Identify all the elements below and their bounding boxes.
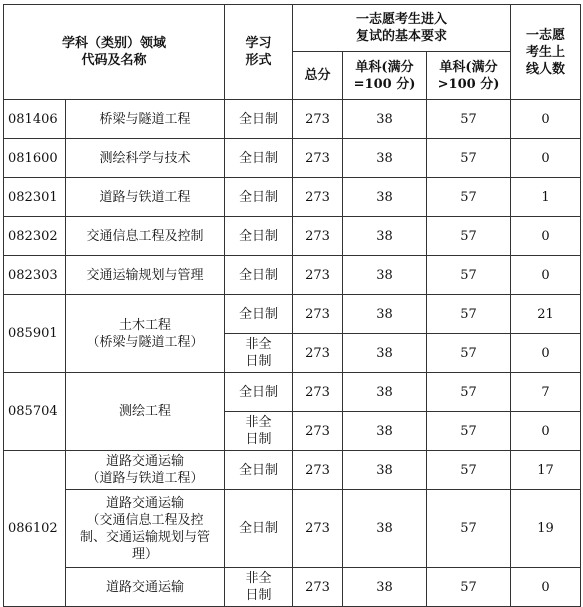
code-cell: 085901: [4, 295, 66, 373]
header-requirements: [293, 5, 511, 52]
header-discipline: [4, 5, 225, 100]
mode-cell: 非全 日制: [225, 412, 293, 451]
header-study-mode-text: 学习 形式: [245, 36, 272, 68]
single-gt100-cell: 57: [427, 373, 511, 412]
header-total: [293, 52, 343, 100]
single100-cell: 38: [343, 451, 427, 490]
name-cell: 桥梁与隧道工程: [66, 100, 225, 139]
total-cell: 273: [293, 334, 343, 373]
code-cell: 082303: [4, 256, 66, 295]
single100-cell: 38: [343, 256, 427, 295]
mode-cell: 全日制: [225, 100, 293, 139]
name-cell: 测绘科学与技术: [66, 139, 225, 178]
single-gt100-cell: 57: [427, 256, 511, 295]
count-cell: 17: [511, 451, 581, 490]
count-cell: 0: [511, 568, 581, 607]
mode-cell: 全日制: [225, 373, 293, 412]
name-cell: 道路交通运输 （道路与铁道工程）: [66, 451, 225, 490]
single100-cell: 38: [343, 295, 427, 334]
table-row: [4, 139, 581, 178]
mode-cell: 非全 日制: [225, 334, 293, 373]
header-single-gt100-text: 单科(满分 >100 分): [437, 59, 500, 92]
total-cell: 273: [293, 256, 343, 295]
header-count: [511, 5, 581, 100]
single-gt100-cell: 57: [427, 178, 511, 217]
single100-cell: 38: [343, 100, 427, 139]
mode-cell: 全日制: [225, 490, 293, 568]
count-cell: 0: [511, 217, 581, 256]
single100-cell: 38: [343, 373, 427, 412]
header-single-gt100: [427, 52, 511, 100]
table-row: [4, 490, 581, 568]
single100-cell: 38: [343, 568, 427, 607]
single100-cell: 38: [343, 412, 427, 451]
single100-cell: 38: [343, 217, 427, 256]
code-cell: 082301: [4, 178, 66, 217]
mode-cell: 全日制: [225, 217, 293, 256]
total-cell: 273: [293, 412, 343, 451]
header-count-text: 一志愿 考生上 线人数: [525, 27, 565, 77]
requirements-table: [3, 4, 581, 607]
single-gt100-cell: 57: [427, 451, 511, 490]
total-cell: 273: [293, 139, 343, 178]
header-study-mode: [225, 5, 293, 100]
count-cell: 0: [511, 334, 581, 373]
single100-cell: 38: [343, 178, 427, 217]
count-cell: 19: [511, 490, 581, 568]
single-gt100-cell: 57: [427, 568, 511, 607]
single-gt100-cell: 57: [427, 490, 511, 568]
header-requirements-text: 一志愿考生进入 复试的基本要求: [355, 12, 447, 44]
count-cell: 0: [511, 256, 581, 295]
header-discipline-text: 学科（类别）领域 代码及名称: [61, 36, 166, 68]
table-row: [4, 451, 581, 490]
table-row: [4, 217, 581, 256]
code-cell: 086102: [4, 451, 66, 607]
total-cell: 273: [293, 568, 343, 607]
code-cell: 081600: [4, 139, 66, 178]
name-cell: 道路交通运输 （交通信息工程及控 制、交通运输规划与管 理）: [66, 490, 225, 568]
name-cell: 测绘工程: [66, 373, 225, 451]
code-cell: 082302: [4, 217, 66, 256]
header-single-100: [343, 52, 427, 100]
name-cell: 道路与铁道工程: [66, 178, 225, 217]
single-gt100-cell: 57: [427, 412, 511, 451]
header-total-text: 总分: [304, 68, 331, 83]
total-cell: 273: [293, 178, 343, 217]
single-gt100-cell: 57: [427, 295, 511, 334]
single-gt100-cell: 57: [427, 334, 511, 373]
single100-cell: 38: [343, 139, 427, 178]
count-cell: 1: [511, 178, 581, 217]
count-cell: 21: [511, 295, 581, 334]
mode-cell: 全日制: [225, 451, 293, 490]
table-row: [4, 256, 581, 295]
total-cell: 273: [293, 451, 343, 490]
count-cell: 0: [511, 139, 581, 178]
mode-cell: 全日制: [225, 178, 293, 217]
count-cell: 0: [511, 412, 581, 451]
single-gt100-cell: 57: [427, 217, 511, 256]
code-cell: 085704: [4, 373, 66, 451]
table-row: [4, 178, 581, 217]
mode-cell: 非全 日制: [225, 568, 293, 607]
name-cell: 交通信息工程及控制: [66, 217, 225, 256]
table-row: [4, 295, 581, 334]
header-single-100-text: 单科(满分 =100 分): [353, 59, 416, 92]
mode-cell: 全日制: [225, 295, 293, 334]
single-gt100-cell: 57: [427, 100, 511, 139]
total-cell: 273: [293, 295, 343, 334]
total-cell: 273: [293, 100, 343, 139]
count-cell: 0: [511, 100, 581, 139]
single100-cell: 38: [343, 334, 427, 373]
single-gt100-cell: 57: [427, 139, 511, 178]
mode-cell: 全日制: [225, 256, 293, 295]
requirements-table-wrapper: [3, 4, 581, 607]
mode-cell: 全日制: [225, 139, 293, 178]
code-cell: 081406: [4, 100, 66, 139]
name-cell: 道路交通运输: [66, 568, 225, 607]
count-cell: 7: [511, 373, 581, 412]
table-row: [4, 100, 581, 139]
table-row: [4, 373, 581, 412]
total-cell: 273: [293, 373, 343, 412]
single100-cell: 38: [343, 490, 427, 568]
name-cell: 交通运输规划与管理: [66, 256, 225, 295]
total-cell: 273: [293, 490, 343, 568]
name-cell: 土木工程 （桥梁与隧道工程）: [66, 295, 225, 373]
table-row: [4, 568, 581, 607]
total-cell: 273: [293, 217, 343, 256]
